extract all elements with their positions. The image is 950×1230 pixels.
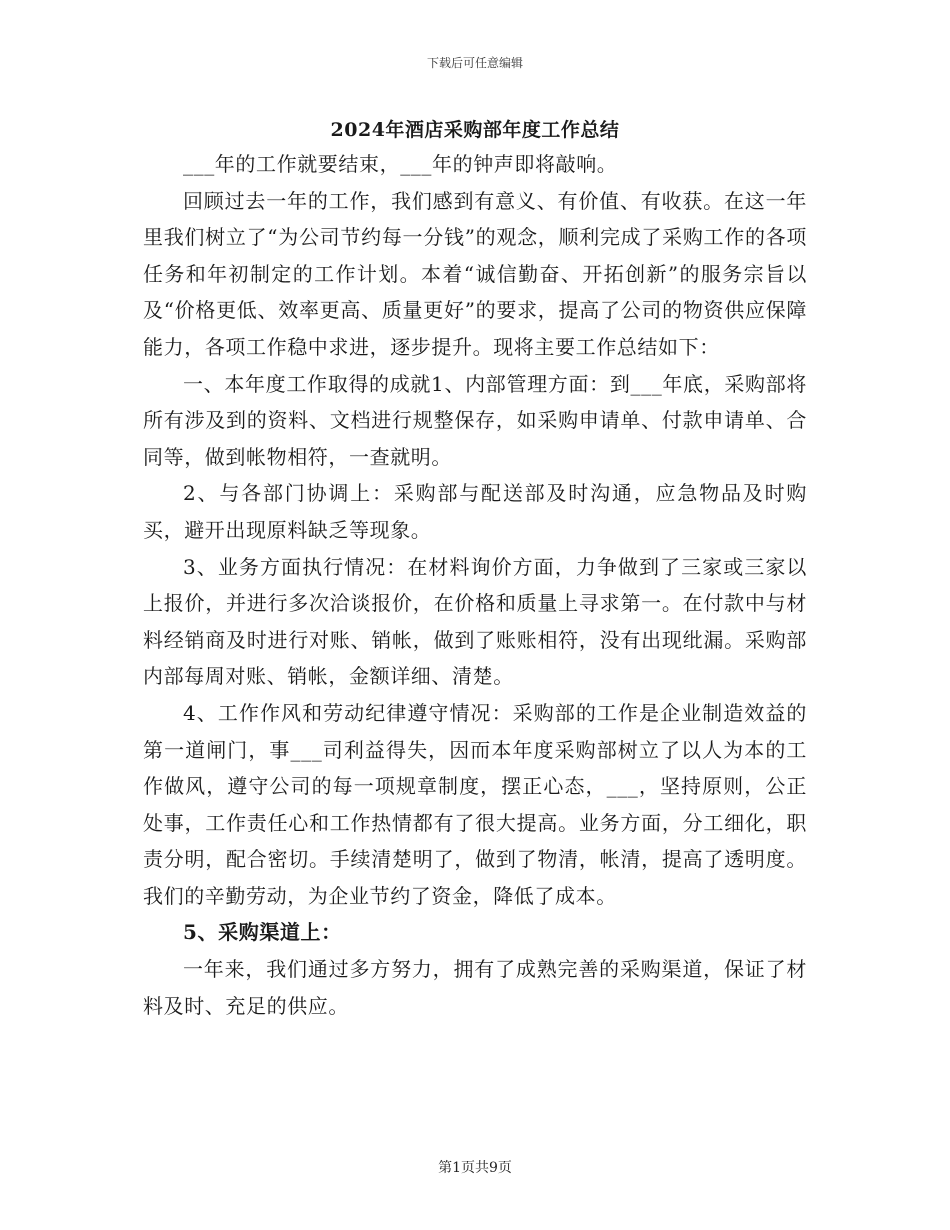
section-heading-channels: 5、采购渠道上： (183, 920, 342, 945)
paragraph-work-style: 4、工作作风和劳动纪律遵守情况：采购部的工作是企业制造效益的第一道闸门，事___司利益得失，因而本年度采购部树立了以人为本的工作做风，遵守公司的每一项规章制度，摆正心态，___，坚持原则，公正处事，工作责任心和工作热情都有了很大提高。业务方面，分工细化，职责分明，配合密切。手续清楚明了，做到了物清，帐清，提高了透明度。我们的辛勤劳动，为企业节约了资金，降低了成本。 (143, 700, 807, 908)
page-number: 第1页共9页 (438, 1160, 512, 1176)
header-note: 下载后可任意编辑 (426, 56, 523, 70)
document-title: 2024年酒店采购部年度工作总结 (330, 119, 620, 141)
document-body (143, 146, 807, 1024)
paragraph-coordination: 2、与各部门协调上：采购部与配送部及时沟通，应急物品及时购买，避开出现原料缺乏等现象。 (143, 481, 807, 542)
paragraph-achievements-internal: 一、本年度工作取得的成就1、内部管理方面：到___年底，采购部将所有涉及到的资料、文档进行规整保存，如采购申请单、付款申请单、合同等，做到帐物相符，一查就明。 (143, 371, 807, 469)
paragraph-channels: 一年来，我们通过多方努力，拥有了成熟完善的采购渠道，保证了材料及时、充足的供应。 (143, 957, 807, 1018)
paragraph-business: 3、业务方面执行情况：在材料询价方面，力争做到了三家或三家以上报价，并进行多次洽谈报价，在价格和质量上寻求第一。在付款中与材料经销商及时进行对账、销帐，做到了账账相符，没有出现纰漏。采购部内部每周对账、销帐，金额详细、清楚。 (143, 554, 807, 689)
paragraph-review: 回顾过去一年的工作，我们感到有意义、有价值、有收获。在这一年里我们树立了“为公司节约每一分钱”的观念，顺利完成了采购工作的各项任务和年初制定的工作计划。本着“诚信勤奋、开拓创新”的服务宗旨以及“价格更低、效率更高、质量更好”的要求，提高了公司的物资供应保障能力，各项工作稳中求进，逐步提升。现将主要工作总结如下： (143, 188, 807, 359)
paragraph-intro: ___年的工作就要结束，___年的钟声即将敲响。 (183, 152, 618, 176)
